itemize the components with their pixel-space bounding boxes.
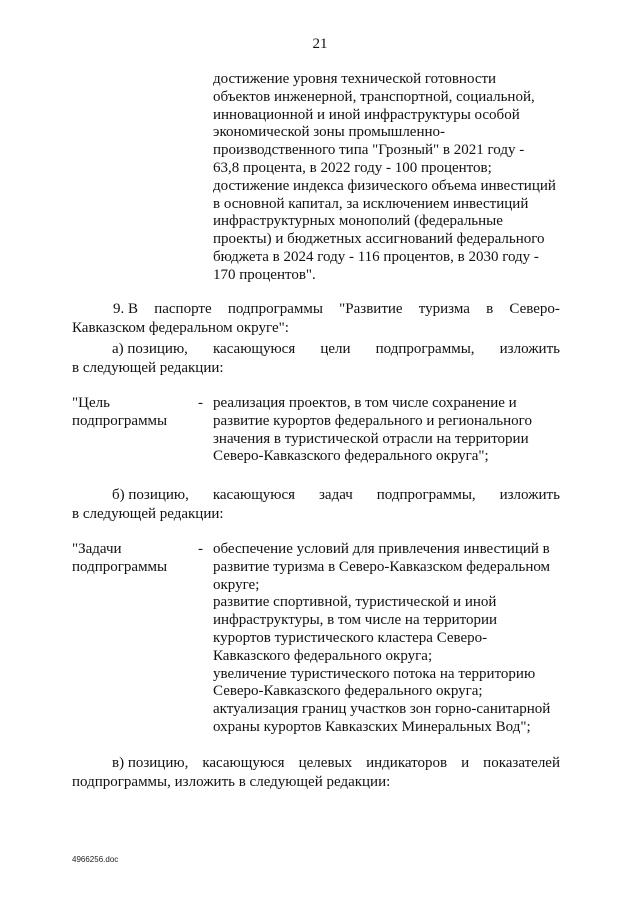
tasks-label-line: "Задачи: [72, 541, 122, 557]
word: туризма: [418, 301, 470, 317]
word: в) позицию,: [112, 755, 189, 771]
paragraph-v-line-1: [72, 754, 560, 773]
goal-content-line: реализация проектов, в том числе сохранение и: [213, 395, 517, 411]
tasks-content-line: увеличение туристического потока на территорию: [213, 665, 536, 682]
tasks-content-line: Северо-Кавказского федерального округа;: [213, 683, 483, 700]
paragraph-b-line-1: [72, 486, 560, 505]
paragraph-v: [72, 754, 560, 792]
top-block-line: 63,8 процента, в 2022 году - 100 процентов;: [213, 159, 492, 176]
paragraph-a-line-2: в следующей редакции:: [72, 360, 224, 376]
tasks-content-line: инфраструктуры, в том числе на территории: [213, 612, 498, 629]
word: в: [486, 301, 494, 317]
word: "Развитие: [339, 301, 403, 317]
tasks-dash: -: [198, 541, 203, 557]
word: касающуюся: [213, 341, 296, 357]
top-block-line: производственного типа "Грозный" в 2021 году -: [213, 142, 525, 159]
tasks-label: [72, 541, 192, 577]
tasks-content-line: охраны курортов Кавказских Минеральных Вод";: [213, 718, 531, 735]
word: подпрограммы,: [375, 341, 475, 357]
paragraph-b: [72, 486, 560, 524]
word: и: [461, 755, 470, 771]
word: подпрограммы: [227, 301, 323, 317]
tasks-content-line: актуализация границ участков зон горно-санитарной: [213, 701, 551, 718]
word: подпрограммы,: [376, 487, 476, 503]
top-block-line: проекты) и бюджетных ассигнований федерального: [213, 231, 545, 248]
word: изложить: [499, 341, 560, 357]
tasks-content-line: округе;: [213, 576, 260, 593]
goal-label-line: подпрограммы: [72, 412, 168, 429]
goal-label: [72, 395, 192, 431]
top-block-line: экономической зоны промышленно-: [213, 124, 446, 141]
top-block-line: в основной капитал, за исключением инвестиций: [213, 195, 529, 212]
top-block-line: инфраструктурных монополий (федеральные: [213, 213, 503, 230]
goal-content-line: развитие курортов федерального и регионального: [213, 412, 532, 429]
goal-dash: -: [198, 395, 203, 411]
top-block-line: достижение индекса физического объема инвестиций: [213, 177, 556, 194]
goal-label-line: "Цель: [72, 395, 110, 411]
tasks-content-line: Кавказского федерального округа;: [213, 647, 433, 664]
paragraph-b-line-2: в следующей редакции:: [72, 506, 224, 522]
word: индикаторов: [366, 755, 448, 771]
tasks-content-line: курортов туристического кластера Северо-: [213, 629, 488, 646]
top-block-line: объектов инженерной, транспортной, социальной,: [213, 88, 535, 105]
word: касающуюся: [212, 487, 296, 503]
word: задач: [319, 487, 353, 503]
word: Северо-: [509, 301, 560, 317]
paragraph-9-line-1: [72, 300, 560, 319]
word: цели: [320, 341, 351, 357]
tasks-content-line: обеспечение условий для привлечения инвестиций в: [213, 541, 550, 557]
page-number: 21: [312, 36, 328, 52]
paragraph-v-line-2: подпрограммы, изложить в следующей редакции:: [72, 774, 391, 790]
word: 9. В: [113, 301, 139, 317]
tasks-label-line: подпрограммы: [72, 558, 168, 575]
paragraph-9-line-2: Кавказском федеральном округе":: [72, 320, 289, 336]
goal-content-line: значения в туристической отрасли на территории: [213, 430, 529, 447]
top-block: [213, 71, 558, 285]
goal-content-line: Северо-Кавказского федерального округа";: [213, 448, 489, 465]
word: изложить: [499, 487, 560, 503]
top-block-line: 170 процентов".: [213, 266, 316, 283]
word: целевых: [298, 755, 353, 771]
paragraph-a-line-1: [72, 340, 560, 359]
tasks-content: [213, 541, 563, 737]
paragraph-a: [72, 340, 560, 378]
word: показателей: [483, 755, 560, 771]
top-block-line: инновационной и иной инфраструктуры особой: [213, 106, 520, 123]
top-block-line: достижение уровня технической готовности: [213, 71, 497, 87]
word: б) позицию,: [112, 487, 189, 503]
word: а) позицию,: [112, 341, 188, 357]
goal-content: [213, 395, 563, 466]
top-block-line: бюджета в 2024 году - 116 процентов, в 2030 году -: [213, 248, 539, 265]
document-footer: 4966256.doc: [72, 855, 119, 864]
tasks-content-line: развитие туризма в Северо-Кавказском федеральном: [213, 558, 551, 575]
paragraph-9: [72, 300, 560, 338]
tasks-content-line: развитие спортивной, туристической и иной: [213, 594, 497, 611]
word: паспорте: [154, 301, 212, 317]
word: касающуюся: [202, 755, 285, 771]
